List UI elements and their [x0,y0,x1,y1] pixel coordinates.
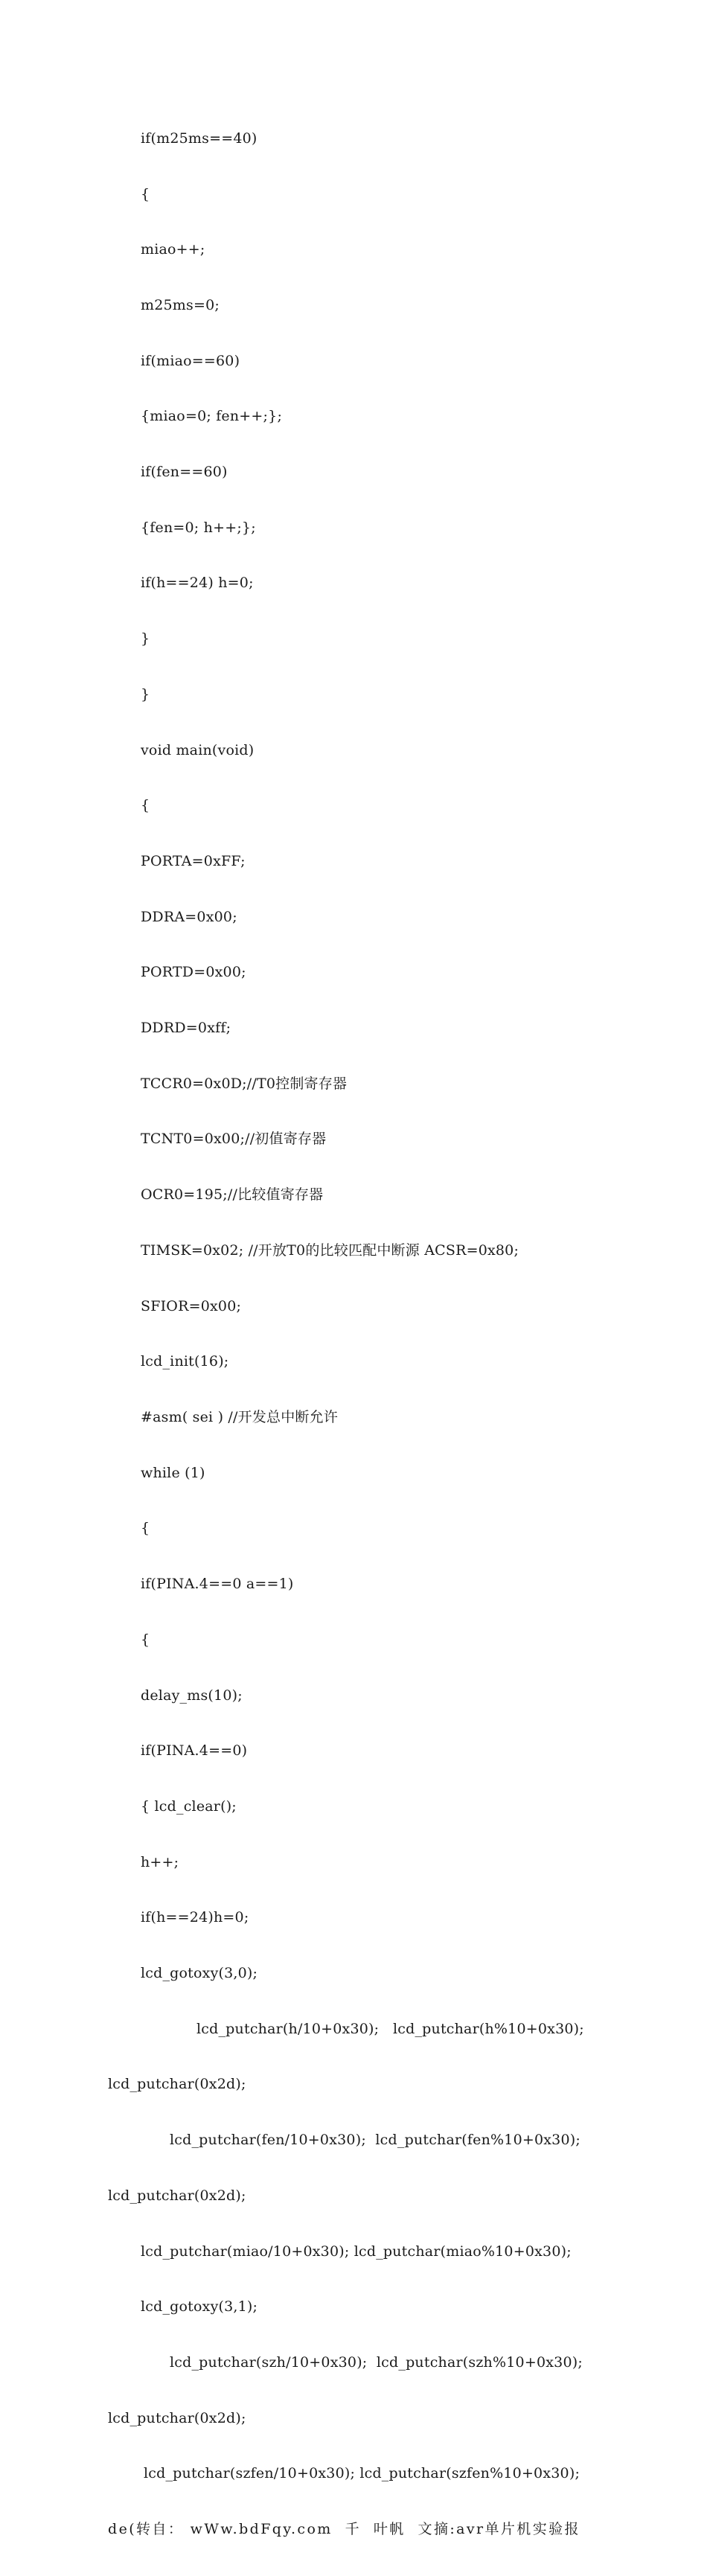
source-footer-line: de(转自： wWw.bdFqy.com 千 叶帆 文摘:avr单片机实验报 [108,2521,580,2538]
code-line: PORTD=0x00; [141,964,246,981]
code-line: #asm( sei ) //开发总中断允许 [141,1408,339,1425]
code-line: { [141,185,150,202]
code-line: delay_ms(10); [141,1687,243,1704]
code-line: lcd_putchar(h/10+0x30); lcd_putchar(h%10+0x30); [196,2020,584,2037]
code-line: lcd_putchar(0x2d); [108,2076,246,2093]
code-line: TCCR0=0x0D;//T0控制寄存器 [141,1075,348,1092]
code-line: lcd_putchar(szh/10+0x30); lcd_putchar(szh%10+0x30); [170,2353,583,2371]
code-listing [108,92,614,2576]
code-line: { [141,797,150,814]
code-line: lcd_putchar(fen/10+0x30); lcd_putchar(fen%10+0x30); [170,2132,580,2149]
code-line: lcd_gotoxy(3,0); [141,1965,258,1982]
code-line: h++; [141,1853,179,1870]
code-line: if(h==24) h=0; [141,575,254,592]
code-line: SFIOR=0x00; [141,1297,242,1314]
code-line: } [141,630,150,648]
code-line: DDRA=0x00; [141,908,237,925]
code-line: lcd_gotoxy(3,1); [141,2298,258,2315]
code-line: { [141,1631,150,1648]
code-line: if(m25ms==40) [141,130,257,147]
code-line: lcd_putchar(0x2d); [108,2187,246,2204]
code-line: OCR0=195;//比较值寄存器 [141,1186,324,1204]
code-line: void main(void) [141,741,255,758]
code-line: if(PINA.4==0 a==1) [141,1576,294,1593]
code-line: { lcd_clear(); [141,1797,237,1815]
code-line: TCNT0=0x00;//初值寄存器 [141,1131,327,1148]
code-line: } [141,685,150,703]
code-line: if(PINA.4==0) [141,1742,248,1760]
code-line: lcd_init(16); [141,1353,229,1370]
code-line: while (1) [141,1464,205,1481]
code-line: { [141,1520,150,1537]
code-line: lcd_putchar(0x2d); [108,2409,246,2426]
code-line: lcd_putchar(miao/10+0x30); lcd_putchar(miao%10+0x30); [141,2243,572,2260]
code-line: m25ms=0; [141,296,220,313]
code-line: if(fen==60) [141,464,228,481]
code-line: miao++; [141,241,205,258]
code-line: {fen=0; h++;}; [141,519,256,536]
code-line: {miao=0; fen++;}; [141,408,283,425]
code-line: if(h==24)h=0; [141,1909,249,1926]
code-line: PORTA=0xFF; [141,852,246,869]
code-line: DDRD=0xff; [141,1020,231,1037]
code-line: TIMSK=0x02; //开放T0的比较匹配中断源 ACSR=0x80; [141,1241,519,1259]
code-line: if(miao==60) [141,352,240,369]
code-line: lcd_putchar(szfen/10+0x30); lcd_putchar(szfen%10+0x30); [144,2465,580,2482]
